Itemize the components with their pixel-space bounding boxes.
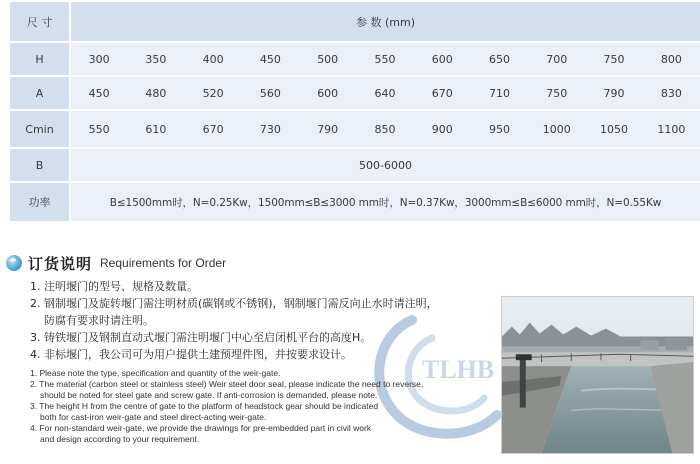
table-cell: 800 (643, 42, 700, 76)
table-cell: 830 (643, 76, 700, 110)
spec-table (10, 2, 700, 223)
order-title-zh: 订货说明 (28, 254, 93, 273)
watermark-text: TLHB (422, 355, 495, 384)
list-number: 3. (30, 331, 41, 344)
table-cell-b-range: 500-6000 (70, 148, 700, 182)
list-item (30, 278, 500, 295)
table-cell: 640 (356, 76, 413, 110)
table-header-row (10, 2, 700, 42)
table-row-b (10, 148, 700, 182)
table-cell: 550 (356, 42, 413, 76)
table-cell: 900 (414, 110, 471, 148)
list-text: 铸铁堰门及钢制直动式堰门需注明堰门中心至启闭机平台的高度H。 (44, 331, 372, 344)
table-cell: 520 (185, 76, 242, 110)
table-cell: 400 (185, 42, 242, 76)
table-cell: 700 (528, 42, 585, 76)
en-line: should be noted for steel gate and screw gate. If anti-corrosion is demanded, please note. (40, 390, 378, 400)
row-label: H (10, 42, 70, 76)
table-cell: 600 (414, 42, 471, 76)
table-cell: 1000 (528, 110, 585, 148)
table-cell: 500 (299, 42, 356, 76)
table-cell: 450 (242, 42, 299, 76)
table-row-cmin (10, 110, 700, 148)
table-cell: 560 (242, 76, 299, 110)
params-header (70, 2, 700, 42)
row-label: A (10, 76, 70, 110)
table-row-a (10, 76, 700, 110)
list-number: 2. (30, 297, 41, 310)
en-line: both for cast-iron weir-gate and steel direct-acting weir-gate. (40, 412, 267, 422)
row-label: 功率 (10, 182, 70, 222)
list-number: 4. (30, 348, 41, 361)
list-text-continued: 防腐有要求时请注明。 (44, 314, 154, 327)
table-row-power (10, 182, 700, 222)
table-cell: 1100 (643, 110, 700, 148)
weir-gate-photo (501, 296, 694, 454)
table-row-h (10, 42, 700, 76)
row-label: Cmin (10, 110, 70, 148)
table-cell: 350 (127, 42, 184, 76)
table-cell: 750 (585, 42, 642, 76)
table-cell: 670 (185, 110, 242, 148)
row-label: B (10, 148, 70, 182)
bullet-icon (6, 255, 22, 271)
params-unit: (mm) (384, 15, 415, 29)
table-cell: 730 (242, 110, 299, 148)
order-section-title (6, 253, 226, 273)
table-cell: 300 (70, 42, 127, 76)
order-title-en: Requirements for Order (100, 256, 227, 270)
order-list-en (30, 368, 500, 445)
list-text: 非标堰门，我公司可为用户提供土建预埋件图，并按要求设计。 (44, 348, 352, 361)
table-cell: 790 (585, 76, 642, 110)
table-cell: 950 (471, 110, 528, 148)
table-cell: 610 (127, 110, 184, 148)
table-cell: 550 (70, 110, 127, 148)
en-line: 3. The height H from the centre of gate to the platform of headstock gear should be indicated (30, 401, 379, 411)
table-cell: 670 (414, 76, 471, 110)
table-cell: 600 (299, 76, 356, 110)
en-line: 2. The material (carbon steel or stainless steel) Weir steel door seal, please indicate the need to reverse, (30, 379, 424, 389)
table-cell-power: B≤1500mm时，N=0.25Kw，1500mm≤B≤3000 mm时，N=0.37Kw，3000mm≤B≤6000 mm时，N=0.55Kw (70, 182, 700, 222)
table-cell: 850 (356, 110, 413, 148)
en-line: 4. For non-standard weir-gate, we provide the drawings for pre-embedded part in civil work (30, 423, 372, 433)
table-cell: 650 (471, 42, 528, 76)
en-line: and design according to your requirement. (40, 434, 200, 444)
table-cell: 450 (70, 76, 127, 110)
table-cell: 710 (471, 76, 528, 110)
list-text: 钢制堰门及旋转堰门需注明材质(碳钢或不锈钢)，钢制堰门需反向止水时请注明， (44, 297, 438, 310)
table-cell: 480 (127, 76, 184, 110)
list-text: 注明堰门的型号、规格及数量。 (44, 280, 198, 293)
en-line: 1. Please note the type, specification and quantity of the weir-gate. (30, 368, 281, 378)
list-number: 1. (30, 280, 41, 293)
table-cell: 790 (299, 110, 356, 148)
table-cell: 750 (528, 76, 585, 110)
params-label: 参 数 (355, 15, 382, 29)
table-cell: 1050 (585, 110, 642, 148)
size-label: 尺 寸 (10, 2, 70, 42)
